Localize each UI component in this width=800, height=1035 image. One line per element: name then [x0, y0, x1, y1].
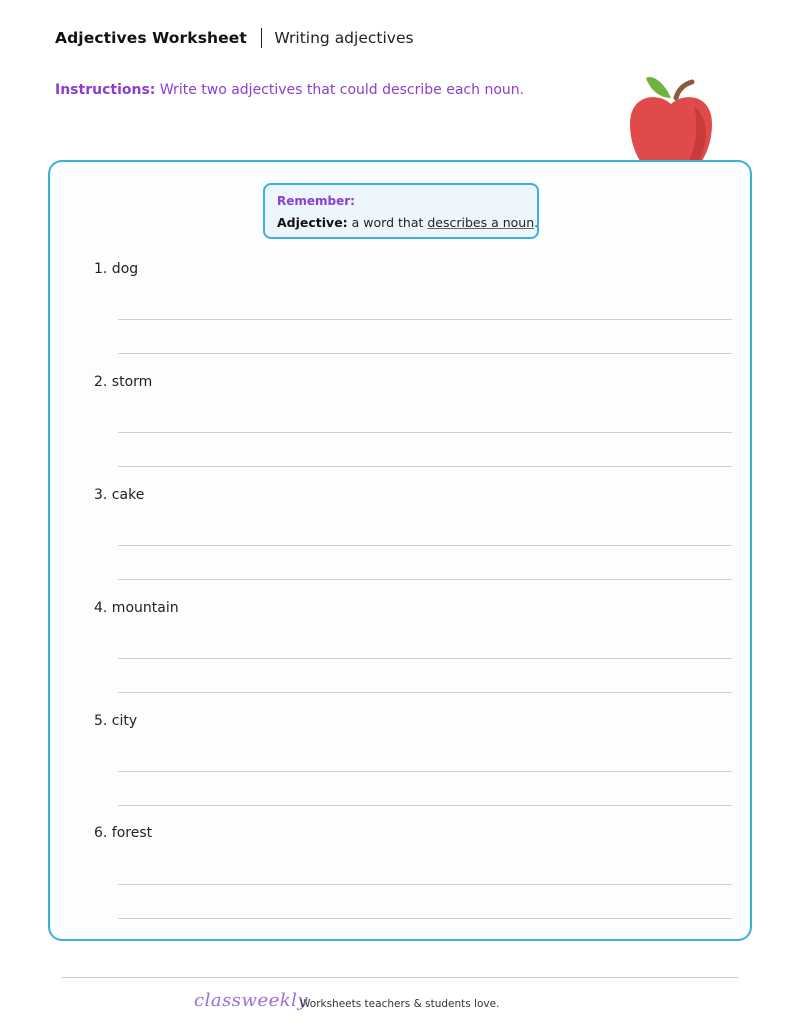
answer-line[interactable]: [118, 884, 732, 885]
answer-line[interactable]: [118, 432, 732, 433]
worksheet-header: [55, 28, 414, 48]
answer-line[interactable]: [118, 466, 732, 467]
footer-divider: [62, 977, 738, 978]
remember-title: Remember:: [277, 194, 355, 208]
brand-logo: classweekly: [194, 990, 309, 1011]
answer-line[interactable]: [118, 692, 732, 693]
item-storm: 2. storm: [94, 374, 153, 390]
worksheet-panel: [48, 160, 752, 941]
answer-line[interactable]: [118, 805, 732, 806]
item-forest: 6. forest: [94, 825, 153, 841]
answer-line[interactable]: [118, 353, 732, 354]
remember-box: [263, 183, 539, 239]
title-divider: [261, 28, 263, 48]
answer-line[interactable]: [118, 658, 732, 659]
instructions: [55, 82, 524, 98]
answer-line[interactable]: [118, 918, 732, 919]
instructions-label: Instructions:: [55, 82, 156, 98]
definition-term: Adjective:: [277, 215, 348, 230]
footer-tagline: Worksheets teachers & students love.: [300, 998, 500, 1010]
instructions-text: Write two adjectives that could describe each noun.: [159, 82, 525, 98]
item-city: 5. city: [94, 713, 138, 729]
definition-text-before: a word that: [351, 215, 424, 230]
definition-text-after: .: [534, 215, 539, 230]
item-dog: 1. dog: [94, 261, 139, 277]
definition-text-underlined: describes a noun: [427, 215, 535, 230]
item-mountain: 4. mountain: [94, 600, 179, 616]
worksheet-subtitle: Writing adjectives: [274, 29, 414, 47]
answer-line[interactable]: [118, 319, 732, 320]
item-cake: 3. cake: [94, 487, 145, 503]
answer-line[interactable]: [118, 545, 732, 546]
answer-line[interactable]: [118, 579, 732, 580]
answer-line[interactable]: [118, 771, 732, 772]
worksheet-title: Adjectives Worksheet: [55, 29, 247, 47]
remember-definition: [277, 215, 538, 230]
